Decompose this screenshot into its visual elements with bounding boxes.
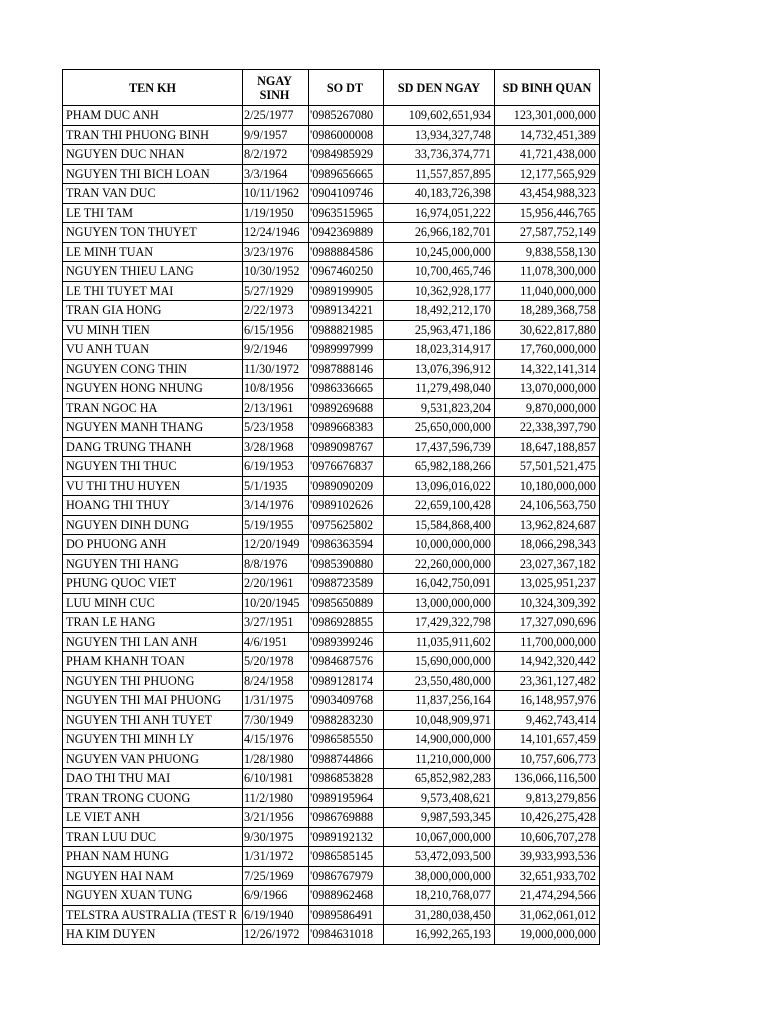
cell-phone: '0986000008 <box>309 125 384 145</box>
cell-phone: '0989586491 <box>309 905 384 925</box>
cell-name: NGUYEN THI ANH TUYET <box>63 710 243 730</box>
cell-phone: '0984985929 <box>309 145 384 165</box>
table-row <box>63 535 600 555</box>
cell-dob: 8/24/1958 <box>243 671 309 691</box>
cell-name: NGUYEN THI LAN ANH <box>63 632 243 652</box>
cell-average: 13,025,951,237 <box>495 574 600 594</box>
cell-balance: 18,023,314,917 <box>384 340 495 360</box>
cell-dob: 2/25/1977 <box>243 106 309 126</box>
cell-balance: 23,550,480,000 <box>384 671 495 691</box>
cell-name: NGUYEN XUAN TUNG <box>63 886 243 906</box>
table-row <box>63 593 600 613</box>
cell-balance: 10,362,928,177 <box>384 281 495 301</box>
cell-phone: '0986853828 <box>309 769 384 789</box>
table-row <box>63 886 600 906</box>
cell-balance: 53,472,093,500 <box>384 847 495 867</box>
table-row <box>63 691 600 711</box>
cell-average: 24,106,563,750 <box>495 496 600 516</box>
table-row <box>63 457 600 477</box>
cell-average: 22,338,397,790 <box>495 418 600 438</box>
cell-name: VU MINH TIEN <box>63 320 243 340</box>
cell-name: PHUNG QUOC VIET <box>63 574 243 594</box>
cell-average: 14,942,320,442 <box>495 652 600 672</box>
cell-average: 11,700,000,000 <box>495 632 600 652</box>
cell-phone: '0984687576 <box>309 652 384 672</box>
cell-average: 15,956,446,765 <box>495 203 600 223</box>
cell-dob: 8/8/1976 <box>243 554 309 574</box>
table-row <box>63 827 600 847</box>
cell-balance: 9,531,823,204 <box>384 398 495 418</box>
cell-average: 123,301,000,000 <box>495 106 600 126</box>
cell-balance: 9,987,593,345 <box>384 808 495 828</box>
cell-dob: 11/30/1972 <box>243 359 309 379</box>
cell-dob: 11/2/1980 <box>243 788 309 808</box>
table-row <box>63 398 600 418</box>
cell-phone: '0985390880 <box>309 554 384 574</box>
header-phone: SO DT <box>309 70 384 106</box>
table-row <box>63 808 600 828</box>
table-row <box>63 749 600 769</box>
cell-phone: '0984631018 <box>309 925 384 945</box>
table-row <box>63 106 600 126</box>
cell-name: TRAN THI PHUONG BINH <box>63 125 243 145</box>
table-row <box>63 418 600 438</box>
cell-balance: 15,690,000,000 <box>384 652 495 672</box>
cell-dob: 6/10/1981 <box>243 769 309 789</box>
cell-balance: 13,000,000,000 <box>384 593 495 613</box>
cell-phone: '0989997999 <box>309 340 384 360</box>
cell-name: NGUYEN THI PHUONG <box>63 671 243 691</box>
cell-name: TRAN LE HANG <box>63 613 243 633</box>
cell-phone: '0988884586 <box>309 242 384 262</box>
cell-average: 10,180,000,000 <box>495 476 600 496</box>
cell-dob: 3/3/1964 <box>243 164 309 184</box>
cell-dob: 7/25/1969 <box>243 866 309 886</box>
cell-dob: 3/21/1956 <box>243 808 309 828</box>
cell-average: 10,757,606,773 <box>495 749 600 769</box>
customer-balance-table <box>62 69 600 945</box>
header-balance: SD DEN NGAY <box>384 70 495 106</box>
cell-dob: 10/20/1945 <box>243 593 309 613</box>
cell-balance: 11,279,498,040 <box>384 379 495 399</box>
table-row <box>63 125 600 145</box>
cell-name: LE THI TUYET MAI <box>63 281 243 301</box>
table-row <box>63 145 600 165</box>
table-row <box>63 905 600 925</box>
cell-balance: 65,982,188,266 <box>384 457 495 477</box>
cell-average: 10,324,309,392 <box>495 593 600 613</box>
cell-balance: 10,700,465,746 <box>384 262 495 282</box>
cell-average: 23,027,367,182 <box>495 554 600 574</box>
cell-dob: 6/19/1953 <box>243 457 309 477</box>
cell-balance: 14,900,000,000 <box>384 730 495 750</box>
cell-balance: 10,245,000,000 <box>384 242 495 262</box>
cell-phone: '0989668383 <box>309 418 384 438</box>
cell-phone: '0904109746 <box>309 184 384 204</box>
cell-name: HOANG THI THUY <box>63 496 243 516</box>
table-row <box>63 515 600 535</box>
cell-name: NGUYEN DUC NHAN <box>63 145 243 165</box>
table-row <box>63 496 600 516</box>
cell-balance: 10,048,909,971 <box>384 710 495 730</box>
table-row <box>63 652 600 672</box>
cell-balance: 11,557,857,895 <box>384 164 495 184</box>
cell-dob: 9/9/1957 <box>243 125 309 145</box>
table-row <box>63 925 600 945</box>
cell-dob: 5/20/1978 <box>243 652 309 672</box>
cell-phone: '0988283230 <box>309 710 384 730</box>
cell-name: PHAM KHANH TOAN <box>63 652 243 672</box>
cell-name: TRAN NGOC HA <box>63 398 243 418</box>
cell-balance: 11,837,256,164 <box>384 691 495 711</box>
cell-phone: '0989195964 <box>309 788 384 808</box>
cell-balance: 26,966,182,701 <box>384 223 495 243</box>
cell-name: LUU MINH CUC <box>63 593 243 613</box>
table-row <box>63 769 600 789</box>
cell-average: 18,066,298,343 <box>495 535 600 555</box>
cell-name: NGUYEN THI BICH LOAN <box>63 164 243 184</box>
cell-phone: '0963515965 <box>309 203 384 223</box>
cell-phone: '0989656665 <box>309 164 384 184</box>
cell-phone: '0903409768 <box>309 691 384 711</box>
cell-dob: 3/23/1976 <box>243 242 309 262</box>
cell-dob: 5/1/1935 <box>243 476 309 496</box>
header-name: TEN KH <box>63 70 243 106</box>
cell-name: PHAN NAM HUNG <box>63 847 243 867</box>
cell-average: 9,870,000,000 <box>495 398 600 418</box>
cell-balance: 11,035,911,602 <box>384 632 495 652</box>
cell-name: NGUYEN THI HANG <box>63 554 243 574</box>
cell-dob: 1/19/1950 <box>243 203 309 223</box>
cell-balance: 22,260,000,000 <box>384 554 495 574</box>
table-row <box>63 671 600 691</box>
cell-name: NGUYEN THI MINH LY <box>63 730 243 750</box>
cell-phone: '0986769888 <box>309 808 384 828</box>
cell-balance: 18,492,212,170 <box>384 301 495 321</box>
cell-name: NGUYEN TON THUYET <box>63 223 243 243</box>
cell-dob: 5/23/1958 <box>243 418 309 438</box>
cell-dob: 6/19/1940 <box>243 905 309 925</box>
cell-dob: 9/30/1975 <box>243 827 309 847</box>
cell-phone: '0986928855 <box>309 613 384 633</box>
cell-average: 9,462,743,414 <box>495 710 600 730</box>
table-row <box>63 730 600 750</box>
cell-average: 57,501,521,475 <box>495 457 600 477</box>
cell-name: NGUYEN CONG THIN <box>63 359 243 379</box>
cell-average: 16,148,957,976 <box>495 691 600 711</box>
cell-phone: '0985267080 <box>309 106 384 126</box>
cell-average: 136,066,116,500 <box>495 769 600 789</box>
cell-phone: '0989269688 <box>309 398 384 418</box>
cell-name: NGUYEN THI THUC <box>63 457 243 477</box>
cell-phone: '0989399246 <box>309 632 384 652</box>
cell-dob: 12/20/1949 <box>243 535 309 555</box>
cell-phone: '0988821985 <box>309 320 384 340</box>
cell-balance: 40,183,726,398 <box>384 184 495 204</box>
cell-name: LE THI TAM <box>63 203 243 223</box>
cell-name: DANG TRUNG THANH <box>63 437 243 457</box>
cell-phone: '0989102626 <box>309 496 384 516</box>
cell-balance: 17,437,596,739 <box>384 437 495 457</box>
cell-phone: '0986767979 <box>309 866 384 886</box>
cell-balance: 22,659,100,428 <box>384 496 495 516</box>
cell-phone: '0985650889 <box>309 593 384 613</box>
cell-name: NGUYEN THIEU LANG <box>63 262 243 282</box>
cell-dob: 12/26/1972 <box>243 925 309 945</box>
cell-dob: 1/28/1980 <box>243 749 309 769</box>
table-row <box>63 340 600 360</box>
table-row <box>63 203 600 223</box>
cell-dob: 10/11/1962 <box>243 184 309 204</box>
cell-name: TRAN GIA HONG <box>63 301 243 321</box>
table-row <box>63 613 600 633</box>
cell-phone: '0987888146 <box>309 359 384 379</box>
cell-phone: '0989090209 <box>309 476 384 496</box>
cell-average: 10,426,275,428 <box>495 808 600 828</box>
table-row <box>63 281 600 301</box>
cell-phone: '0989134221 <box>309 301 384 321</box>
header-average: SD BINH QUAN <box>495 70 600 106</box>
cell-balance: 18,210,768,077 <box>384 886 495 906</box>
table-row <box>63 847 600 867</box>
cell-dob: 4/6/1951 <box>243 632 309 652</box>
table-row <box>63 379 600 399</box>
cell-average: 43,454,988,323 <box>495 184 600 204</box>
table-row <box>63 320 600 340</box>
cell-name: NGUYEN VAN PHUONG <box>63 749 243 769</box>
cell-average: 14,732,451,389 <box>495 125 600 145</box>
table-row <box>63 242 600 262</box>
cell-phone: '0989128174 <box>309 671 384 691</box>
cell-dob: 6/9/1966 <box>243 886 309 906</box>
cell-name: VU THI THU HUYEN <box>63 476 243 496</box>
cell-balance: 10,000,000,000 <box>384 535 495 555</box>
cell-name: TRAN TRONG CUONG <box>63 788 243 808</box>
cell-average: 30,622,817,880 <box>495 320 600 340</box>
cell-name: VU ANH TUAN <box>63 340 243 360</box>
table-row <box>63 574 600 594</box>
cell-phone: '0989098767 <box>309 437 384 457</box>
cell-dob: 9/2/1946 <box>243 340 309 360</box>
cell-average: 14,322,141,314 <box>495 359 600 379</box>
cell-dob: 2/22/1973 <box>243 301 309 321</box>
cell-name: NGUYEN HAI NAM <box>63 866 243 886</box>
table-row <box>63 866 600 886</box>
cell-phone: '0942369889 <box>309 223 384 243</box>
cell-name: TRAN LUU DUC <box>63 827 243 847</box>
cell-balance: 13,076,396,912 <box>384 359 495 379</box>
cell-average: 31,062,061,012 <box>495 905 600 925</box>
cell-phone: '0986363594 <box>309 535 384 555</box>
cell-average: 18,647,188,857 <box>495 437 600 457</box>
cell-name: NGUYEN MANH THANG <box>63 418 243 438</box>
cell-dob: 4/15/1976 <box>243 730 309 750</box>
header-dob: NGAY SINH <box>243 70 309 106</box>
cell-dob: 3/14/1976 <box>243 496 309 516</box>
cell-dob: 10/8/1956 <box>243 379 309 399</box>
table-row <box>63 476 600 496</box>
cell-name: NGUYEN DINH DUNG <box>63 515 243 535</box>
cell-phone: '0986336665 <box>309 379 384 399</box>
cell-average: 11,078,300,000 <box>495 262 600 282</box>
cell-dob: 8/2/1972 <box>243 145 309 165</box>
cell-dob: 3/27/1951 <box>243 613 309 633</box>
cell-name: LE MINH TUAN <box>63 242 243 262</box>
cell-average: 21,474,294,566 <box>495 886 600 906</box>
cell-balance: 15,584,868,400 <box>384 515 495 535</box>
table-row <box>63 710 600 730</box>
cell-average: 18,289,368,758 <box>495 301 600 321</box>
cell-balance: 16,042,750,091 <box>384 574 495 594</box>
cell-average: 9,813,279,856 <box>495 788 600 808</box>
cell-balance: 109,602,651,934 <box>384 106 495 126</box>
cell-dob: 1/31/1975 <box>243 691 309 711</box>
cell-balance: 65,852,982,283 <box>384 769 495 789</box>
cell-balance: 10,067,000,000 <box>384 827 495 847</box>
cell-phone: '0988962468 <box>309 886 384 906</box>
cell-average: 13,070,000,000 <box>495 379 600 399</box>
cell-average: 23,361,127,482 <box>495 671 600 691</box>
table-row <box>63 437 600 457</box>
cell-phone: '0976676837 <box>309 457 384 477</box>
cell-average: 17,327,090,696 <box>495 613 600 633</box>
cell-dob: 1/31/1972 <box>243 847 309 867</box>
cell-phone: '0967460250 <box>309 262 384 282</box>
header-row <box>63 70 600 106</box>
table-row <box>63 554 600 574</box>
cell-phone: '0986585550 <box>309 730 384 750</box>
cell-average: 9,838,558,130 <box>495 242 600 262</box>
cell-dob: 3/28/1968 <box>243 437 309 457</box>
cell-dob: 5/27/1929 <box>243 281 309 301</box>
cell-dob: 5/19/1955 <box>243 515 309 535</box>
cell-phone: '0988723589 <box>309 574 384 594</box>
cell-average: 17,760,000,000 <box>495 340 600 360</box>
cell-balance: 25,650,000,000 <box>384 418 495 438</box>
cell-dob: 7/30/1949 <box>243 710 309 730</box>
cell-name: TRAN VAN DUC <box>63 184 243 204</box>
cell-average: 14,101,657,459 <box>495 730 600 750</box>
table-row <box>63 788 600 808</box>
cell-phone: '0988744866 <box>309 749 384 769</box>
cell-balance: 38,000,000,000 <box>384 866 495 886</box>
cell-average: 19,000,000,000 <box>495 925 600 945</box>
cell-balance: 16,974,051,222 <box>384 203 495 223</box>
cell-average: 39,933,993,536 <box>495 847 600 867</box>
cell-phone: '0975625802 <box>309 515 384 535</box>
cell-average: 32,651,933,702 <box>495 866 600 886</box>
table-row <box>63 301 600 321</box>
cell-name: PHAM DUC ANH <box>63 106 243 126</box>
cell-balance: 31,280,038,450 <box>384 905 495 925</box>
cell-average: 10,606,707,278 <box>495 827 600 847</box>
cell-name: DO PHUONG ANH <box>63 535 243 555</box>
cell-dob: 10/30/1952 <box>243 262 309 282</box>
cell-balance: 33,736,374,771 <box>384 145 495 165</box>
cell-phone: '0989192132 <box>309 827 384 847</box>
cell-balance: 13,934,327,748 <box>384 125 495 145</box>
cell-dob: 2/13/1961 <box>243 398 309 418</box>
table-row <box>63 262 600 282</box>
cell-name: LE VIET ANH <box>63 808 243 828</box>
cell-name: NGUYEN HONG NHUNG <box>63 379 243 399</box>
cell-balance: 17,429,322,798 <box>384 613 495 633</box>
cell-name: TELSTRA AUSTRALIA (TEST R <box>63 905 243 925</box>
cell-name: DAO THI THU MAI <box>63 769 243 789</box>
cell-phone: '0989199905 <box>309 281 384 301</box>
cell-balance: 13,096,016,022 <box>384 476 495 496</box>
table-row <box>63 223 600 243</box>
table-row <box>63 359 600 379</box>
table-row <box>63 164 600 184</box>
cell-dob: 12/24/1946 <box>243 223 309 243</box>
cell-phone: '0986585145 <box>309 847 384 867</box>
cell-dob: 2/20/1961 <box>243 574 309 594</box>
cell-balance: 16,992,265,193 <box>384 925 495 945</box>
table-body <box>63 106 600 945</box>
cell-name: NGUYEN THI MAI PHUONG <box>63 691 243 711</box>
cell-average: 41,721,438,000 <box>495 145 600 165</box>
cell-average: 11,040,000,000 <box>495 281 600 301</box>
cell-average: 27,587,752,149 <box>495 223 600 243</box>
cell-average: 13,962,824,687 <box>495 515 600 535</box>
table-row <box>63 184 600 204</box>
cell-balance: 9,573,408,621 <box>384 788 495 808</box>
cell-dob: 6/15/1956 <box>243 320 309 340</box>
cell-average: 12,177,565,929 <box>495 164 600 184</box>
cell-balance: 11,210,000,000 <box>384 749 495 769</box>
cell-name: HA KIM DUYEN <box>63 925 243 945</box>
table-row <box>63 632 600 652</box>
cell-balance: 25,963,471,186 <box>384 320 495 340</box>
